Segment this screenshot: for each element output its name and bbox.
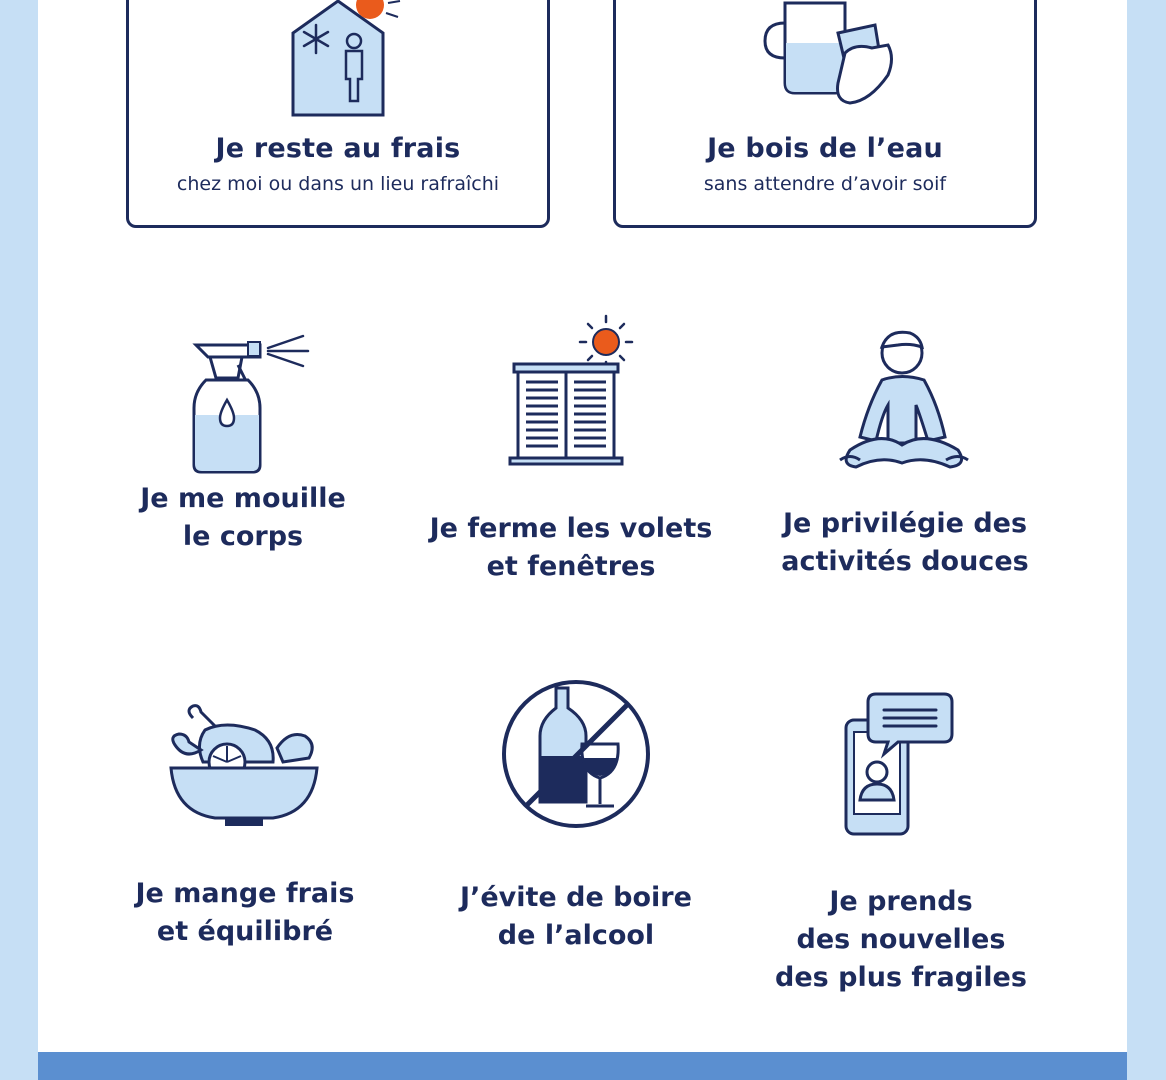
tile-caption-line: activités douces [781, 546, 1029, 577]
card-subtitle: sans attendre d’avoir soif [703, 173, 947, 195]
tile-caption-line: Je ferme les volets [429, 513, 713, 544]
water-pitcher-icon [750, 0, 900, 118]
card-title: Je reste au frais [215, 133, 461, 164]
tile-caption-line: des nouvelles [796, 924, 1006, 955]
tile-caption-line: Je privilégie des [782, 508, 1028, 539]
footer-band [38, 1052, 1127, 1080]
tile-close-shutters [406, 310, 736, 586]
tile-check-on-fragile [736, 688, 1066, 997]
tile-caption-line: Je mange frais [135, 878, 355, 909]
tile-caption-line: et équilibré [156, 916, 334, 947]
tile-avoid-alcohol [411, 676, 741, 955]
card-drink-water [613, 0, 1037, 228]
card-title: Je bois de l’eau [707, 133, 943, 164]
tile-wet-body [78, 330, 408, 556]
food-bowl-icon [165, 700, 325, 840]
cool-house-icon [268, 0, 408, 118]
tile-caption-line: et fenêtres [486, 551, 656, 582]
advice-poster [38, 0, 1127, 1080]
tile-eat-fresh [80, 700, 410, 951]
card-stay-cool [126, 0, 550, 228]
tile-caption-line: J’évite de boire [460, 882, 692, 913]
closed-shutters-icon [496, 310, 646, 470]
spray-bottle-icon [168, 330, 318, 480]
phone-message-icon [826, 688, 976, 838]
tile-caption-line: Je me mouille [140, 483, 346, 514]
tile-caption-line: le corps [182, 521, 304, 552]
card-subtitle: chez moi ou dans un lieu rafraîchi [176, 173, 500, 195]
meditation-icon [820, 325, 990, 475]
tile-caption-line: Je prends [829, 886, 973, 917]
no-alcohol-icon [496, 676, 656, 836]
tile-caption-line: des plus fragiles [775, 962, 1027, 993]
tile-gentle-activities [740, 325, 1070, 581]
tile-caption-line: de l’alcool [497, 920, 655, 951]
